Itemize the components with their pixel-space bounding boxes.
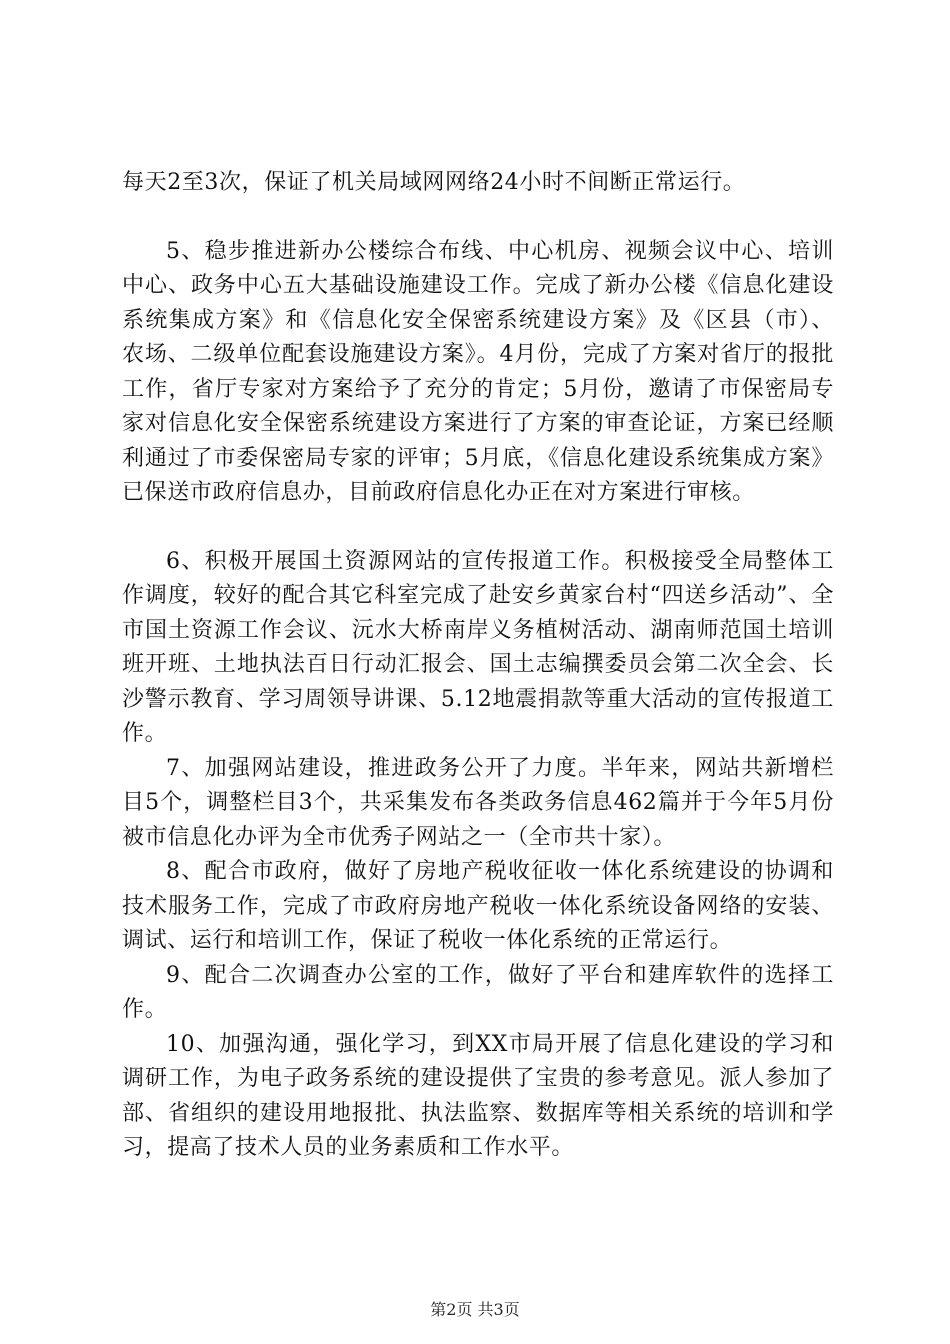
paragraph-item-9: 9、配合二次调查办公室的工作，做好了平台和建库软件的选择工作。 — [122, 962, 834, 1022]
paragraph-item-7: 7、加强网站建设，推进政务公开了力度。半年来，网站共新增栏目5个，调整栏目3个，共采集发布各类政务信息462篇并于今年5月份被市信息化办评为全市优秀子网站之一（全市共十家）。 — [122, 755, 834, 850]
page-number-footer: 第2页 共3页 — [430, 1300, 520, 1319]
paragraph-continuation: 每天2至3次，保证了机关局域网网络24小时不间断正常运行。 — [122, 170, 746, 195]
paragraph-item-10: 10、加强沟通，强化学习，到XX市局开展了信息化建设的学习和调研工作，为电子政务系统的建设提供了宝贵的参考意见。派人参加了部、省组织的建设用地报批、执法监察、数据库等相关系统的培训和学习，提高了技术人员的业务素质和工作水平。 — [122, 1031, 834, 1160]
paragraph-item-5: 5、稳步推进新办公楼综合布线、中心机房、视频会议中心、培训中心、政务中心五大基础设施建设工作。完成了新办公楼《信息化建设系统集成方案》和《信息化安全保密系统建设方案》及《区县（市）、农场、二级单位配套设施建设方案》。4月份，完成了方案对省厅的报批工作，省厅专家对方案给予了充分的肯定；5月份，邀请了市保密局专家对信息化安全保密系统建设方案进行了方案的审查论证，方案已经顺利通过了市委保密局专家的评审；5月底，《信息化建设系统集成方案》已保送市政府信息办，目前政府信息化办正在对方案进行审核。 — [122, 238, 834, 505]
document-body — [122, 166, 834, 1166]
paragraph-item-6: 6、积极开展国土资源网站的宣传报道工作。积极接受全局整体工作调度，较好的配合其它科室完成了赴安乡黄家台村“四送乡活动”、全市国土资源工作会议、沅水大桥南岸义务植树活动、湖南师范国土培训班开班、土地执法百日行动汇报会、国土志编撰委员会第二次全会、长沙警示教育、学习周领导讲课、5.12地震捐款等重大活动的宣传报道工作。 — [122, 548, 834, 746]
paragraph-item-8: 8、配合市政府，做好了房地产税收征收一体化系统建设的协调和技术服务工作，完成了市政府房地产税收一体化系统设备网络的安装、调试、运行和培训工作，保证了税收一体化系统的正常运行。 — [122, 859, 834, 953]
